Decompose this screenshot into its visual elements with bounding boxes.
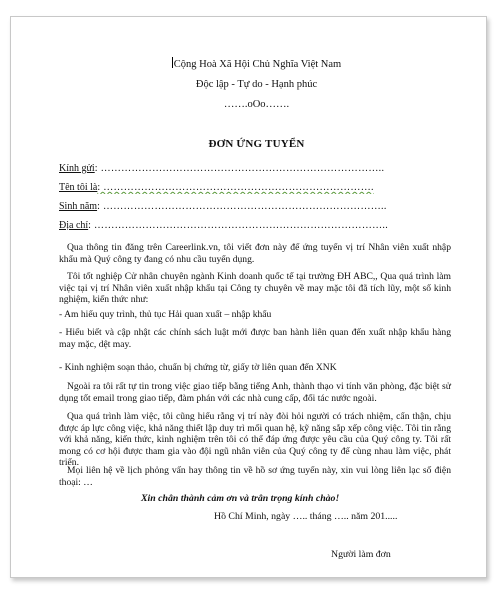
header-separator: …….oOo……. (223, 99, 290, 110)
dob-field (59, 201, 449, 213)
name-label: Tên tôi là (59, 182, 98, 193)
address-label: Địa chỉ (59, 220, 89, 231)
national-title-text: Cộng Hoà Xã Hội Chủ Nghĩa Việt Nam (173, 59, 342, 70)
document-title: ĐƠN ỨNG TUYỂN (208, 138, 305, 150)
date-line: Hồ Chí Minh, ngày ….. tháng ….. năm 201..... (214, 511, 398, 522)
bullet-customs: - Am hiểu quy trình, thủ tục Hải quan xuất – nhập khẩu (59, 309, 272, 320)
paragraph-education: Tôi tốt nghiệp Cử nhân chuyên ngành Kinh doanh quốc tế tại trường ĐH ABC,, Qua quá trình làm việc tại vị trí Nhân viên xuất nhập khẩu tại Công ty chuyên về may mặc tôi đã tích lũy, một số kinh nghiệm, kiến thức như: (59, 271, 451, 306)
signer-label: Người làm đơn (331, 549, 391, 560)
paragraph-skills: Ngoài ra tôi rất tự tin trong việc giao tiếp bằng tiếng Anh, thành thạo vi tính văn phòng, đặc biệt sử dụng tốt email trong giao tiếp, đàm phán với các nhà cung cấp, đối tác nước ngoài. (59, 381, 451, 404)
paragraph-motivation: Qua quá trình làm việc, tôi cũng hiểu rằng vị trí này đòi hỏi người có trách nhiệm, cẩn thận, chịu được áp lực công việc, khả năng thiết lập duy trì mối quan hệ, kỹ năng sắp xếp công việc. Tôi tin rằng với khả năng, kiến thức, kinh nghiệm trên tôi có thể đáp ứng được yêu cầu của Quý công ty. Tôi rất mong có cơ hội được tham gia vào đội ngũ nhân viên của Quý công ty để cùng nhau làm việc, phát triển. (59, 411, 451, 469)
address-field (59, 220, 449, 232)
recipient-value: : ……………………………………………………………………….. (94, 163, 385, 174)
name-field (59, 182, 449, 194)
dob-value: : ……………………………………………………………………….. (97, 201, 387, 212)
national-motto: Độc lập - Tự do - Hạnh phúc (195, 79, 318, 90)
recipient-label: Kính gửi (59, 163, 95, 174)
bullet-documents: - Kinh nghiệm soạn thảo, chuẩn bị chứng từ, giấy tờ liên quan đến XNK (59, 362, 337, 373)
paragraph-contact: Mọi liên hệ về lịch phỏng vấn hay thông tin về hồ sơ ứng tuyển này, xin vui lòng liên lạc số điện thoại: … (59, 465, 451, 488)
document-page (10, 16, 487, 578)
recipient-field (59, 163, 449, 175)
text-cursor (172, 57, 173, 68)
paragraph-intro: Qua thông tin đăng trên Careerlink.vn, tôi viết đơn này để ứng tuyển vị trí Nhân viên xuất nhập khẩu mà Quý công ty đang có nhu cầu tuyển dụng. (59, 242, 451, 265)
address-value: : ………………………………………………………………………….. (88, 220, 389, 231)
bullet-policy: - Hiểu biết và cập nhật các chính sách luật mới được ban hành liên quan đến xuất nhập khẩu hàng may mặc, dệt may. (59, 327, 451, 350)
closing-line: Xin chân thành cảm ơn và trân trọng kính chào! (141, 493, 340, 504)
dob-label: Sinh năm (59, 201, 98, 212)
name-value: : ……………………………………………………………………. (97, 182, 374, 193)
national-title (19, 57, 494, 71)
